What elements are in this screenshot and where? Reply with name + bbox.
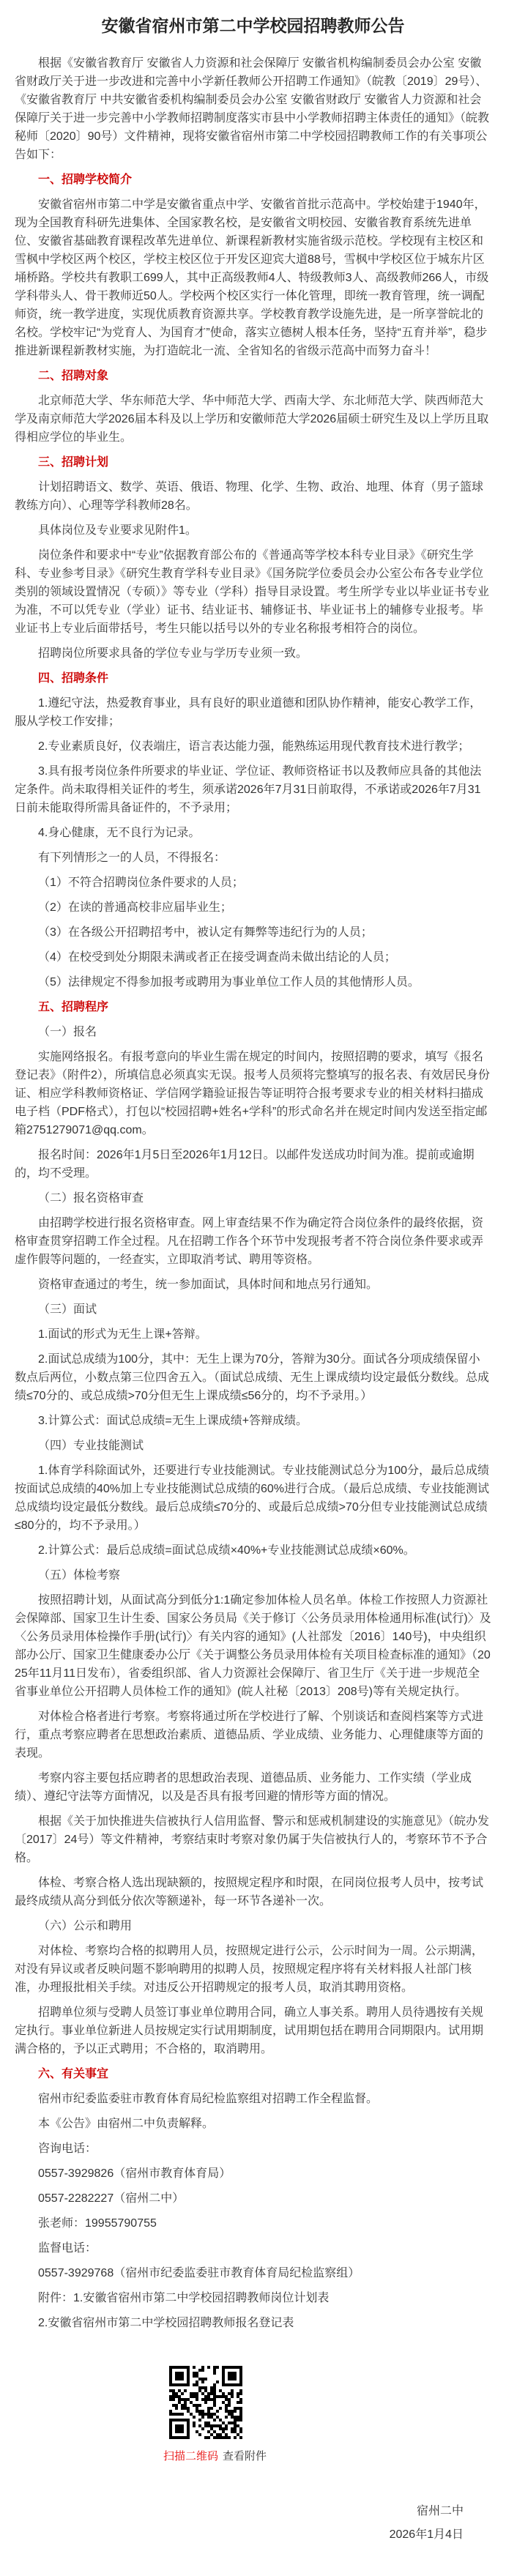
paragraph: 对体检合格者进行考察。考察将通过所在学校进行了解、个别谈话和查阅档案等方式进行，重点考察应聘者在思想政治素质、道德品质、学业成绩、业务能力、心理健康等方面的表现。 [15,1710,484,1760]
document-body [15,54,491,2332]
paragraph: （4）在校受到处分期限未满或者正在接受调查尚未做出结论的人员； [38,951,396,964]
paragraph: （1）不符合招聘岗位条件要求的人员； [38,876,244,889]
paragraph: （五）体检考察 [38,1569,121,1582]
paragraph: 根据《安徽省教育厅 安徽省人力资源和社会保障厅 安徽省机构编制委员会办公室 安徽省财政厅关于进一步改进和完善中小学新任教师公开招聘工作通知》（皖教〔2019〕29号）、《安徽省教育厅 中共安徽省委机构编制委员会办公室 安徽省财政厅 安徽省人力资源和社会保障厅关于进一步完善中小学教师招聘制度落实市县中小学教师招聘主体责任的通知》（皖教秘师〔2020〕90号）文件精神，现将安徽省宿州市第二中学校园招聘教师工作的有关事项公告如下： [15,57,490,161]
paragraph: 安徽省宿州市第二中学是安徽省重点中学、安徽省首批示范高中。学校始建于1940年，现为全国教育科研先进集体、全国家教名校，是安徽省文明校园、安徽省教育系统先进单位、安徽省基础教育课程改革先进单位、新课程新教材实施省级示范校。学校现有主校区和雪枫中学校区两个校区，学校主校区位于开发区迎宾大道88号，雪枫中学校区位于城东片区埇桥路。学校共有教职工699人，其中正高级教师4人、特级教师3人、高级教师266人，市级学科带头人、骨干教师近50人。学校两个校区实行一体化管理，即统一教育管理，统一调配师资，统一教学进度，实现优质教育资源共享。学校教育教学设施先进，是一所享誉皖北的名校。学校牢记“为党育人、为国育才”使命，落实立德树人根本任务，坚持“五育并举”，稳步推进新课程新教材实施，为打造皖北一流、全省知名的省级示范高中而努力奋斗！ [15,198,489,357]
paragraph: 1.遵纪守法，热爱教育事业，具有良好的职业道德和团队协作精神，能安心教学工作，服从学校工作安排； [15,697,482,728]
paragraph: 2.安徽省宿州市第二中学校园招聘教师报名登记表 [38,2317,294,2329]
section-heading: 三、招聘计划 [38,456,109,469]
section-heading: 五、招聘程序 [38,1001,109,1013]
view-attachment-label: 查看附件 [223,2450,267,2463]
section-heading: 二、招聘对象 [38,370,109,382]
paragraph: （一）报名 [38,1026,97,1038]
paragraph: 报名时间：2026年1月5日至2026年1月12日。以邮件发送成功时间为准。提前或逾期的，均不受理。 [15,1149,475,1180]
paragraph: 招聘单位须与受聘人员签订事业单位聘用合同，确立人事关系。聘用人员待遇按有关规定执行。事业单位新进人员按规定实行试用期制度，试用期包括在聘用合同期限内。试用期满合格的，予以正式聘用；不合格的，取消聘用。 [15,2006,484,2055]
signature-org: 宿州二中 [416,2505,464,2517]
paragraph: 岗位条件和要求中“专业”依据教育部公布的《普通高等学校本科专业目录》《研究生学科、专业参考目录》《研究生教育学科专业目录》《国务院学位委员会办公室公布各专业学位类别的领域设置情况（专硕）》等专业（学科）指导目录设置。考生所学专业以毕业证书专业为准，不可以凭专业（学业）证书、结业证书、辅修证书、毕业证书上的辅修专业报考。毕业证书上专业后面带括号，考生只能以括号以外的专业名称报考相符合的岗位。 [15,549,490,635]
paragraph: （六）公示和聘用 [38,1920,133,1932]
paragraph: （2）在读的普通高校非应届毕业生； [38,901,232,914]
paragraph: 2.专业素质良好，仪表端庄，语言表达能力强，能熟练运用现代教育技术进行教学； [38,740,470,753]
qr-section [163,2366,267,2463]
paragraph: 监督电话： [38,2242,97,2255]
paragraph: 计划招聘语文、数学、英语、俄语、物理、化学、生物、政治、地理、体育（男子篮球教练方向）、心理等学科教师28名。 [15,481,484,512]
scan-qr-link[interactable]: 扫描二维码 [163,2450,219,2463]
paragraph: 招聘岗位所要求具备的学位专业与学历专业须一致。 [38,647,308,660]
qr-caption [163,2448,267,2463]
paragraph: 具体岗位及专业要求见附件1。 [38,524,197,537]
paragraph: （5）法律规定不得参加报考或聘用为事业单位工作人员的其他情形人员。 [38,976,420,989]
paragraph: 体检、考察合格人选出现缺额的，按照规定程序和时限，在同岗位报考人员中，按考试最终成绩从高分到低分依次等额递补，每一环节各递补一次。 [15,1877,484,1907]
paragraph: 北京师范大学、华东师范大学、华中师范大学、西南大学、东北师范大学、陕西师范大学及南京师范大学2026届本科及以上学历和安徽师范大学2026届硕士研究生及以上学历且取得相应学位的毕业生。 [15,395,489,444]
paragraph: 3.具有报考岗位条件所要求的毕业证、学位证、教师资格证书以及教师应具备的其他法定条件。尚未取得相关证件的考生，须承诺2026年7月31日前取得，不承诺或2026年7月31日前未能取得所需具备证件的，不予录用； [15,765,482,814]
paragraph: 对体检、考察均合格的拟聘用人员，按照规定进行公示，公示时间为一周。公示期满，对没有异议或者反映问题不影响聘用的拟聘人员，按照规定程序将有关材料报人社部门核准，办理报批相关手续。对违反公开招聘规定的报考人员，取消其聘用资格。 [15,1945,484,1994]
paragraph: 由招聘学校进行报名资格审查。网上审查结果不作为确定符合岗位条件的最终依据，资格审查贯穿招聘工作全过程。凡在招聘工作各个环节中发现报考者不符合岗位条件要求或弄虚作假等问题的，一经查实，立即取消考试、聘用等资格。 [15,1217,484,1266]
paragraph: 4.身心健康，无不良行为记录。 [38,827,201,839]
paragraph: 本《公告》由宿州二中负责解释。 [38,2118,215,2130]
paragraph: 咨询电话： [38,2143,97,2155]
paragraph: 2.计算公式：最后总成绩=面试总成绩×40%+专业技能测试总成绩×60%。 [38,1544,415,1557]
paragraph: 0557-3929826（宿州市教育体育局） [38,2167,231,2180]
paragraph: 附件：1.安徽省宿州市第二中学校园招聘教师岗位计划表 [38,2292,330,2304]
paragraph: （三）面试 [38,1303,97,1316]
paragraph: 按照招聘计划，从面试高分到低分1:1确定参加体检人员名单。体检工作按照人力资源社会保障部、国家卫生计生委、国家公务员局《关于修订〈公务员录用体检通用标准(试行)〉及〈公务员录用体检操作手册(试行)〉有关内容的通知》(人社部发〔2016〕140号)，中央组织部办公厅、国家卫生健康委办公厅《关于调整公务员录用体检有关项目检查标准的通知》（2025年11月11日发布），省委组织部、省人力资源社会保障厅、省卫生厅《关于进一步规范全省事业单位公开招聘人员体检工作的通知》(皖人社秘〔2013〕208号)等有关规定执行。 [15,1594,491,1698]
page-title: 安徽省宿州市第二中学校园招聘教师公告 [101,16,405,35]
qr-code-icon [169,2366,242,2439]
section-heading: 六、有关事宜 [38,2068,109,2080]
paragraph: 宿州市纪委监委驻市教育体育局纪检监察组对招聘工作全程监督。 [38,2093,379,2105]
paragraph: （3）在各级公开招聘招考中，被认定有舞弊等违纪行为的人员； [38,926,373,939]
paragraph: 0557-3929768（宿州市纪委监委驻市教育体育局纪检监察组） [38,2267,360,2279]
paragraph: 2.面试总成绩为100分，其中：无生上课为70分，答辩为30分。面试各分项成绩保留小数点后两位，小数点第三位四舍五入。（面试总成绩、无生上课成绩均设定最低分数线。总成绩≤70分的、或总成绩>70分但无生上课成绩≤56分的，均不予录用。） [15,1353,490,1402]
signature-date: 2026年1月4日 [389,2528,464,2541]
paragraph: 考察内容主要包括应聘者的思想政治表现、道德品质、业务能力、工作实绩（学业成绩）、遵纪守法等方面情况，以及是否具有报考回避的情形等方面的情况。 [15,1772,472,1803]
paragraph: 1.体育学科除面试外，还要进行专业技能测试。专业技能测试总分为100分，最后总成绩按面试总成绩的40%加上专业技能测试总成绩的60%进行合成。（最后总成绩、专业技能测试总成绩均设定最低分数线。最后总成绩≤70分的、或最后总成绩>70分但专业技能测试总成绩≤80分的，均不予录用。） [15,1464,490,1532]
paragraph: 实施网络报名。有报考意向的毕业生需在规定的时间内，按照招聘的要求，填写《报名登记表》（附件2），所填信息必须真实无误。报考人员须将完整填写的报名表、有效居民身份证、相应学科教师资格证、学信网学籍验证报告等证明符合报考要求专业的相关材料扫描成电子档（PDF格式），打包以“校园招聘+姓名+学科”的形式命名并在规定时间内发送至指定邮箱2751279071@qq.com。 [15,1051,490,1136]
paragraph: 有下列情形之一的人员，不得报名： [38,852,226,864]
paragraph: 根据《关于加快推进失信被执行人信用监督、警示和惩戒机制建设的实施意见》（皖办发〔2017〕24号）等文件精神，考察结束时考察对象仍属于失信被执行人的，考察环节不予合格。 [15,1815,490,1864]
paragraph: 张老师：19955790755 [38,2217,157,2230]
paragraph: 1.面试的形式为无生上课+答辩。 [38,1328,207,1341]
paragraph: （四）专业技能测试 [38,1440,144,1452]
paragraph: （二）报名资格审查 [38,1192,144,1205]
section-heading: 四、招聘条件 [38,672,109,685]
paragraph: 3.计算公式：面试总成绩=无生上课成绩+答辩成绩。 [38,1415,308,1427]
paragraph: 资格审查通过的考生，统一参加面试，具体时间和地点另行通知。 [38,1278,379,1291]
section-heading: 一、招聘学校简介 [38,174,133,186]
signature-block [15,2500,491,2547]
paragraph: 0557-2282227（宿州二中） [38,2192,185,2205]
